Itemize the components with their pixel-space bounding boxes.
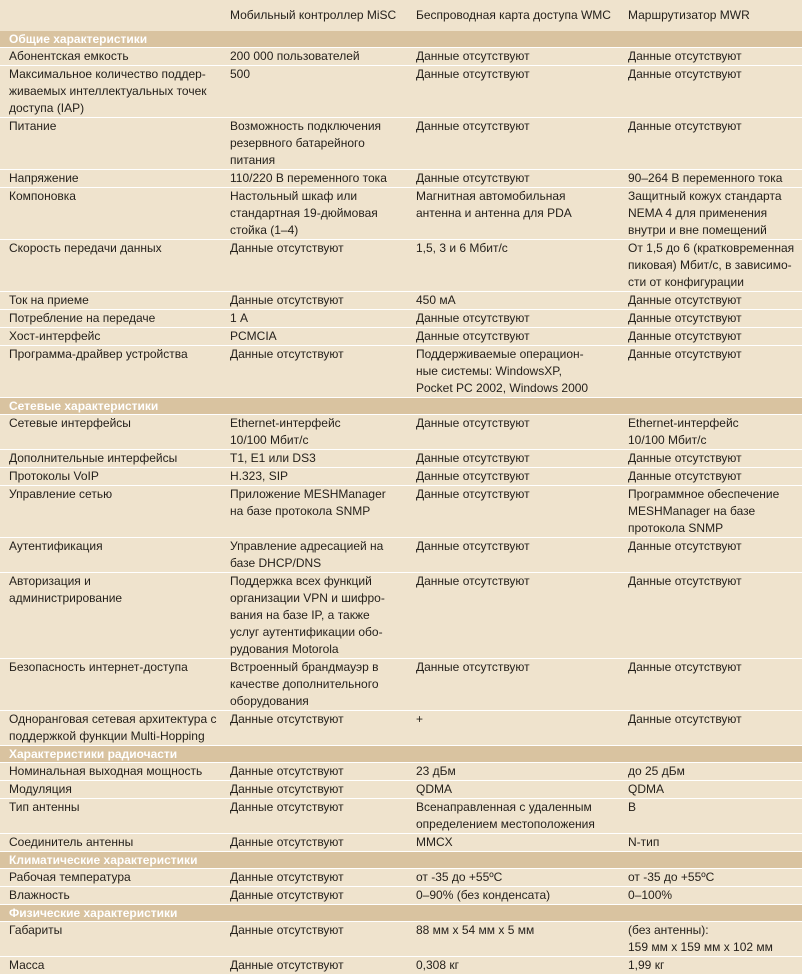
wmc-value-cell: Данные отсутствуют	[416, 538, 628, 573]
wmc-value-cell: Магнитная автомобильная антенна и антенна для PDA	[416, 188, 628, 240]
table-row	[0, 711, 802, 746]
param-label-cell: Компоновка	[0, 188, 230, 240]
table-row	[0, 415, 802, 450]
misc-value-cell: Данные отсутствуют	[230, 763, 416, 781]
param-label-cell: Потребление на передаче	[0, 310, 230, 328]
header-col-mwr: Маршрутизатор MWR	[628, 8, 750, 22]
misc-value-cell: 200 000 пользователей	[230, 48, 416, 66]
table-row	[0, 834, 802, 852]
misc-value-cell: Настольный шкаф или стандартная 19-дюймовая стойка (1–4)	[230, 188, 416, 240]
wmc-value-cell: Данные отсутствуют	[416, 573, 628, 659]
table-row	[0, 328, 802, 346]
misc-value-cell: 500	[230, 66, 416, 118]
mwr-value-cell: Данные отсутствуют	[628, 573, 802, 659]
wmc-value-cell: Данные отсутствуют	[416, 118, 628, 170]
mwr-value-cell: 0–100%	[628, 887, 802, 905]
mwr-value-cell: Данные отсутствуют	[628, 711, 802, 746]
param-label-cell: Авторизация и администрирование	[0, 573, 230, 659]
wmc-value-cell: Данные отсутствуют	[416, 659, 628, 711]
mwr-value-cell: Данные отсутствуют	[628, 328, 802, 346]
mwr-value-cell: От 1,5 до 6 (кратковременная пиковая) Мбит/с, в зависимо- сти от конфигурации	[628, 240, 802, 292]
misc-value-cell: Данные отсутствуют	[230, 922, 416, 957]
table-row	[0, 346, 802, 398]
header-col-param	[0, 0, 230, 31]
header-col-misc: Мобильный контроллер MiSC	[230, 8, 397, 22]
wmc-value-cell: Данные отсутствуют	[416, 66, 628, 118]
wmc-value-cell: Данные отсутствуют	[416, 486, 628, 538]
mwr-value-cell: Данные отсутствуют	[628, 346, 802, 398]
table-row	[0, 118, 802, 170]
wmc-value-cell: Данные отсутствуют	[416, 48, 628, 66]
table-row	[0, 486, 802, 538]
mwr-value-cell: 1,99 кг	[628, 957, 802, 975]
wmc-value-cell: 450 мА	[416, 292, 628, 310]
mwr-value-cell: N-тип	[628, 834, 802, 852]
table-row	[0, 48, 802, 66]
wmc-value-cell: MMCX	[416, 834, 628, 852]
mwr-value-cell: до 25 дБм	[628, 763, 802, 781]
param-label-cell: Напряжение	[0, 170, 230, 188]
table-row	[0, 573, 802, 659]
mwr-value-cell: Данные отсутствуют	[628, 450, 802, 468]
mwr-value-cell: 90–264 В переменного тока	[628, 170, 802, 188]
table-row	[0, 887, 802, 905]
wmc-value-cell: 0–90% (без конденсата)	[416, 887, 628, 905]
misc-value-cell: Приложение MESHManager на базе протокола SNMP	[230, 486, 416, 538]
param-label-cell: Безопасность интернет-доступа	[0, 659, 230, 711]
param-label-cell: Дополнительные интерфейсы	[0, 450, 230, 468]
misc-value-cell: Данные отсутствуют	[230, 869, 416, 887]
param-label-cell: Тип антенны	[0, 799, 230, 834]
section-title: Климатические характеристики	[0, 852, 802, 869]
param-label-cell: Аутентификация	[0, 538, 230, 573]
param-label-cell: Хост-интерфейс	[0, 328, 230, 346]
misc-value-cell: Ethernet-интерфейс 10/100 Мбит/с	[230, 415, 416, 450]
section-header-row	[0, 905, 802, 922]
param-label-cell: Рабочая температура	[0, 869, 230, 887]
wmc-value-cell: Данные отсутствуют	[416, 328, 628, 346]
wmc-value-cell: Всенаправленная с удаленным определением местоположения	[416, 799, 628, 834]
table-row	[0, 869, 802, 887]
mwr-value-cell: В	[628, 799, 802, 834]
param-label-cell: Номинальная выходная мощность	[0, 763, 230, 781]
wmc-value-cell: Данные отсутствуют	[416, 310, 628, 328]
table-row	[0, 781, 802, 799]
misc-value-cell: PCMCIA	[230, 328, 416, 346]
param-label-cell: Максимальное количество поддер- живаемых интеллектуальных точек доступа (IAP)	[0, 66, 230, 118]
table-row	[0, 799, 802, 834]
misc-value-cell: T1, E1 или DS3	[230, 450, 416, 468]
param-label-cell: Абонентская емкость	[0, 48, 230, 66]
table-row	[0, 922, 802, 957]
wmc-value-cell: Данные отсутствуют	[416, 415, 628, 450]
wmc-value-cell: 0,308 кг	[416, 957, 628, 975]
table-row	[0, 292, 802, 310]
wmc-value-cell: 23 дБм	[416, 763, 628, 781]
wmc-value-cell: Данные отсутствуют	[416, 450, 628, 468]
table-row	[0, 310, 802, 328]
param-label-cell: Соединитель антенны	[0, 834, 230, 852]
param-label-cell: Масса	[0, 957, 230, 975]
wmc-value-cell: 1,5, 3 и 6 Мбит/с	[416, 240, 628, 292]
table-body	[0, 31, 802, 975]
section-title: Общие характеристики	[0, 31, 802, 48]
misc-value-cell: Данные отсутствуют	[230, 346, 416, 398]
header-row	[0, 0, 802, 31]
mwr-value-cell: Данные отсутствуют	[628, 310, 802, 328]
table-row	[0, 66, 802, 118]
section-header-row	[0, 398, 802, 415]
param-label-cell: Влажность	[0, 887, 230, 905]
wmc-value-cell: +	[416, 711, 628, 746]
param-label-cell: Ток на приеме	[0, 292, 230, 310]
mwr-value-cell: QDMA	[628, 781, 802, 799]
misc-value-cell: Встроенный брандмауэр в качестве дополнительного оборудования	[230, 659, 416, 711]
mwr-value-cell: Ethernet-интерфейс 10/100 Мбит/с	[628, 415, 802, 450]
table-row	[0, 450, 802, 468]
table-row	[0, 659, 802, 711]
misc-value-cell: Данные отсутствуют	[230, 711, 416, 746]
section-header-row	[0, 746, 802, 763]
misc-value-cell: 110/220 В переменного тока	[230, 170, 416, 188]
mwr-value-cell: от -35 до +55ºC	[628, 869, 802, 887]
misc-value-cell: Данные отсутствуют	[230, 957, 416, 975]
mwr-value-cell: Данные отсутствуют	[628, 48, 802, 66]
param-label-cell: Скорость передачи данных	[0, 240, 230, 292]
mwr-value-cell: Данные отсутствуют	[628, 292, 802, 310]
wmc-value-cell: 88 мм x 54 мм x 5 мм	[416, 922, 628, 957]
table-row	[0, 188, 802, 240]
mwr-value-cell: Данные отсутствуют	[628, 538, 802, 573]
misc-value-cell: Данные отсутствуют	[230, 292, 416, 310]
param-label-cell: Управление сетью	[0, 486, 230, 538]
table-row	[0, 763, 802, 781]
misc-value-cell: Данные отсутствуют	[230, 799, 416, 834]
misc-value-cell: Данные отсутствуют	[230, 240, 416, 292]
section-header-row	[0, 852, 802, 869]
mwr-value-cell: (без антенны): 159 мм x 159 мм x 102 мм	[628, 922, 802, 957]
param-label-cell: Модуляция	[0, 781, 230, 799]
misc-value-cell: 1 А	[230, 310, 416, 328]
param-label-cell: Сетевые интерфейсы	[0, 415, 230, 450]
wmc-value-cell: Данные отсутствуют	[416, 170, 628, 188]
section-title: Сетевые характеристики	[0, 398, 802, 415]
mwr-value-cell: Данные отсутствуют	[628, 468, 802, 486]
param-label-cell: Программа-драйвер устройства	[0, 346, 230, 398]
misc-value-cell: H.323, SIP	[230, 468, 416, 486]
mwr-value-cell: Данные отсутствуют	[628, 118, 802, 170]
table-row	[0, 538, 802, 573]
mwr-value-cell: Данные отсутствуют	[628, 66, 802, 118]
mwr-value-cell: Программное обеспечение MESHManager на базе протокола SNMP	[628, 486, 802, 538]
mwr-value-cell: Данные отсутствуют	[628, 659, 802, 711]
wmc-value-cell: Поддерживаемые операцион- ные системы: WindowsXP, Pocket PC 2002, Windows 2000	[416, 346, 628, 398]
section-title: Физические характеристики	[0, 905, 802, 922]
mwr-value-cell: Защитный кожух стандарта NEMA 4 для применения внутри и вне помещений	[628, 188, 802, 240]
misc-value-cell: Данные отсутствуют	[230, 887, 416, 905]
param-label-cell: Питание	[0, 118, 230, 170]
wmc-value-cell: Данные отсутствуют	[416, 468, 628, 486]
table-row	[0, 170, 802, 188]
wmc-value-cell: QDMA	[416, 781, 628, 799]
table-row	[0, 240, 802, 292]
section-title: Характеристики радиочасти	[0, 746, 802, 763]
param-label-cell: Габариты	[0, 922, 230, 957]
wmc-value-cell: от -35 до +55ºC	[416, 869, 628, 887]
misc-value-cell: Возможность подключения резервного батарейного питания	[230, 118, 416, 170]
misc-value-cell: Данные отсутствуют	[230, 781, 416, 799]
misc-value-cell: Поддержка всех функций организации VPN и шифро- вания на базе IP, а также услуг аутентификации обо- рудования Motorola	[230, 573, 416, 659]
table-row	[0, 468, 802, 486]
param-label-cell: Протоколы VoIP	[0, 468, 230, 486]
section-header-row	[0, 31, 802, 48]
header-col-wmc: Беспроводная карта доступа WMC	[416, 8, 611, 22]
param-label-cell: Одноранговая сетевая архитектура с поддержкой функции Multi-Hopping	[0, 711, 230, 746]
misc-value-cell: Управление адресацией на базе DHCP/DNS	[230, 538, 416, 573]
misc-value-cell: Данные отсутствуют	[230, 834, 416, 852]
